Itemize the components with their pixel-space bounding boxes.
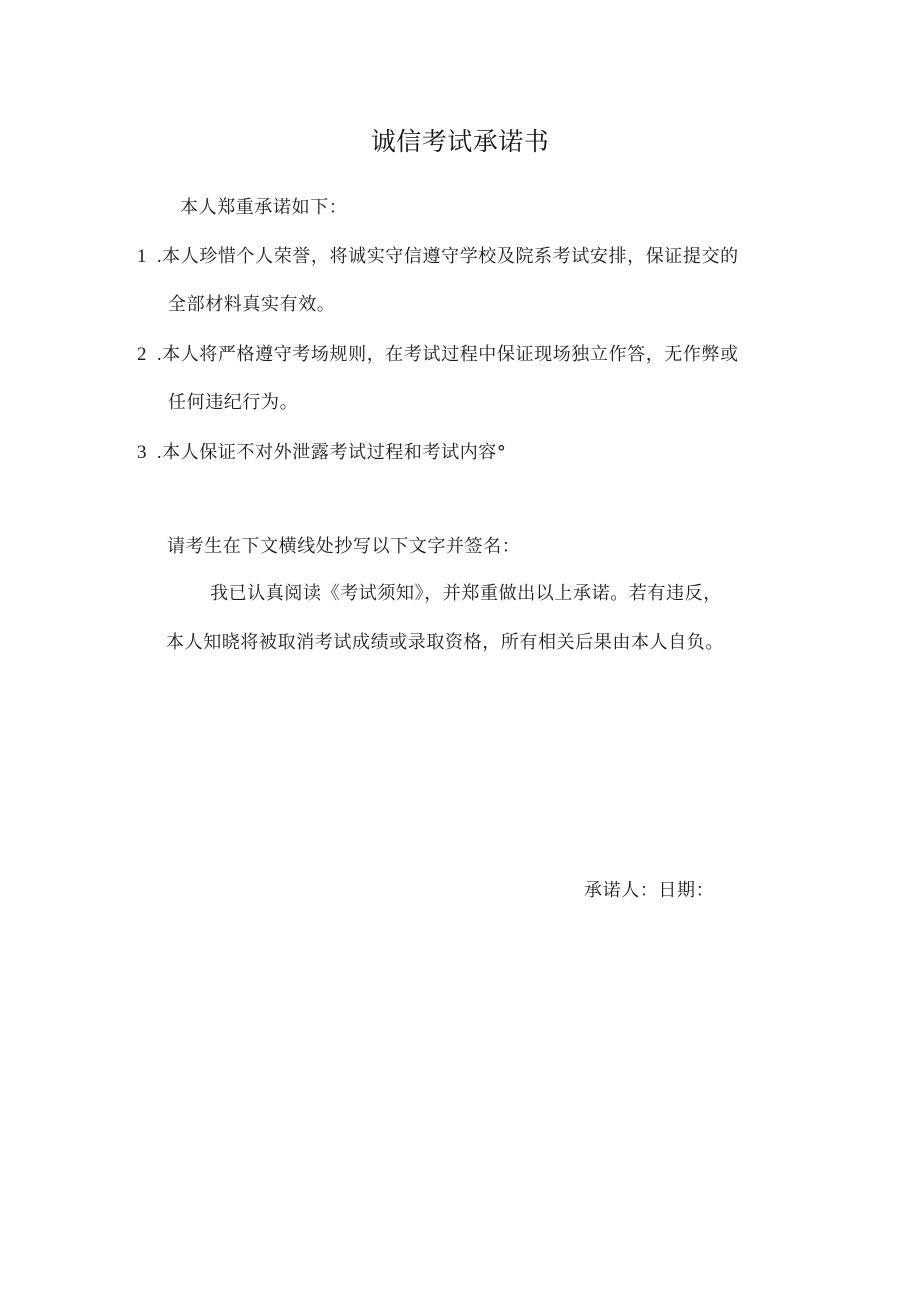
signature-date-line: 承诺人：日期：	[584, 880, 715, 901]
item-text-line1: 本人保证不对外泄露考试过程和考试内容°	[162, 442, 507, 463]
pledge-item-2-continued: 任何违纪行为。	[168, 392, 299, 413]
item-marker: .	[157, 344, 163, 364]
item-marker: .	[157, 246, 163, 266]
document-title: 诚信考试承诺书	[370, 127, 550, 156]
item-text-line1: 本人将严格遵守考场规则，在考试过程中保证现场独立作答，无作弊或	[162, 344, 739, 365]
item-text-line1: 本人珍惜个人荣誉，将诚实守信遵守学校及院系考试安排，保证提交的	[162, 246, 739, 267]
copy-text-line-1: 我已认真阅读《考试须知》，并郑重做出以上承诺。若有违反，	[210, 583, 722, 604]
pledge-item-1-continued: 全部材料真实有效。	[168, 294, 336, 315]
pledge-item-2	[137, 342, 739, 367]
item-number: 2	[137, 344, 148, 365]
copy-text-line-2: 本人知晓将被取消考试成绩或录取资格，所有相关后果由本人自负。	[166, 632, 724, 653]
pledge-item-1	[137, 244, 739, 269]
pledge-item-3	[137, 440, 507, 465]
item-marker: .	[157, 442, 163, 462]
intro-text: 本人郑重承诺如下：	[180, 197, 348, 218]
item-number: 3	[137, 442, 148, 463]
copy-instruction: 请考生在下文横线处抄写以下文字并签名：	[167, 536, 521, 557]
item-number: 1	[137, 246, 148, 267]
